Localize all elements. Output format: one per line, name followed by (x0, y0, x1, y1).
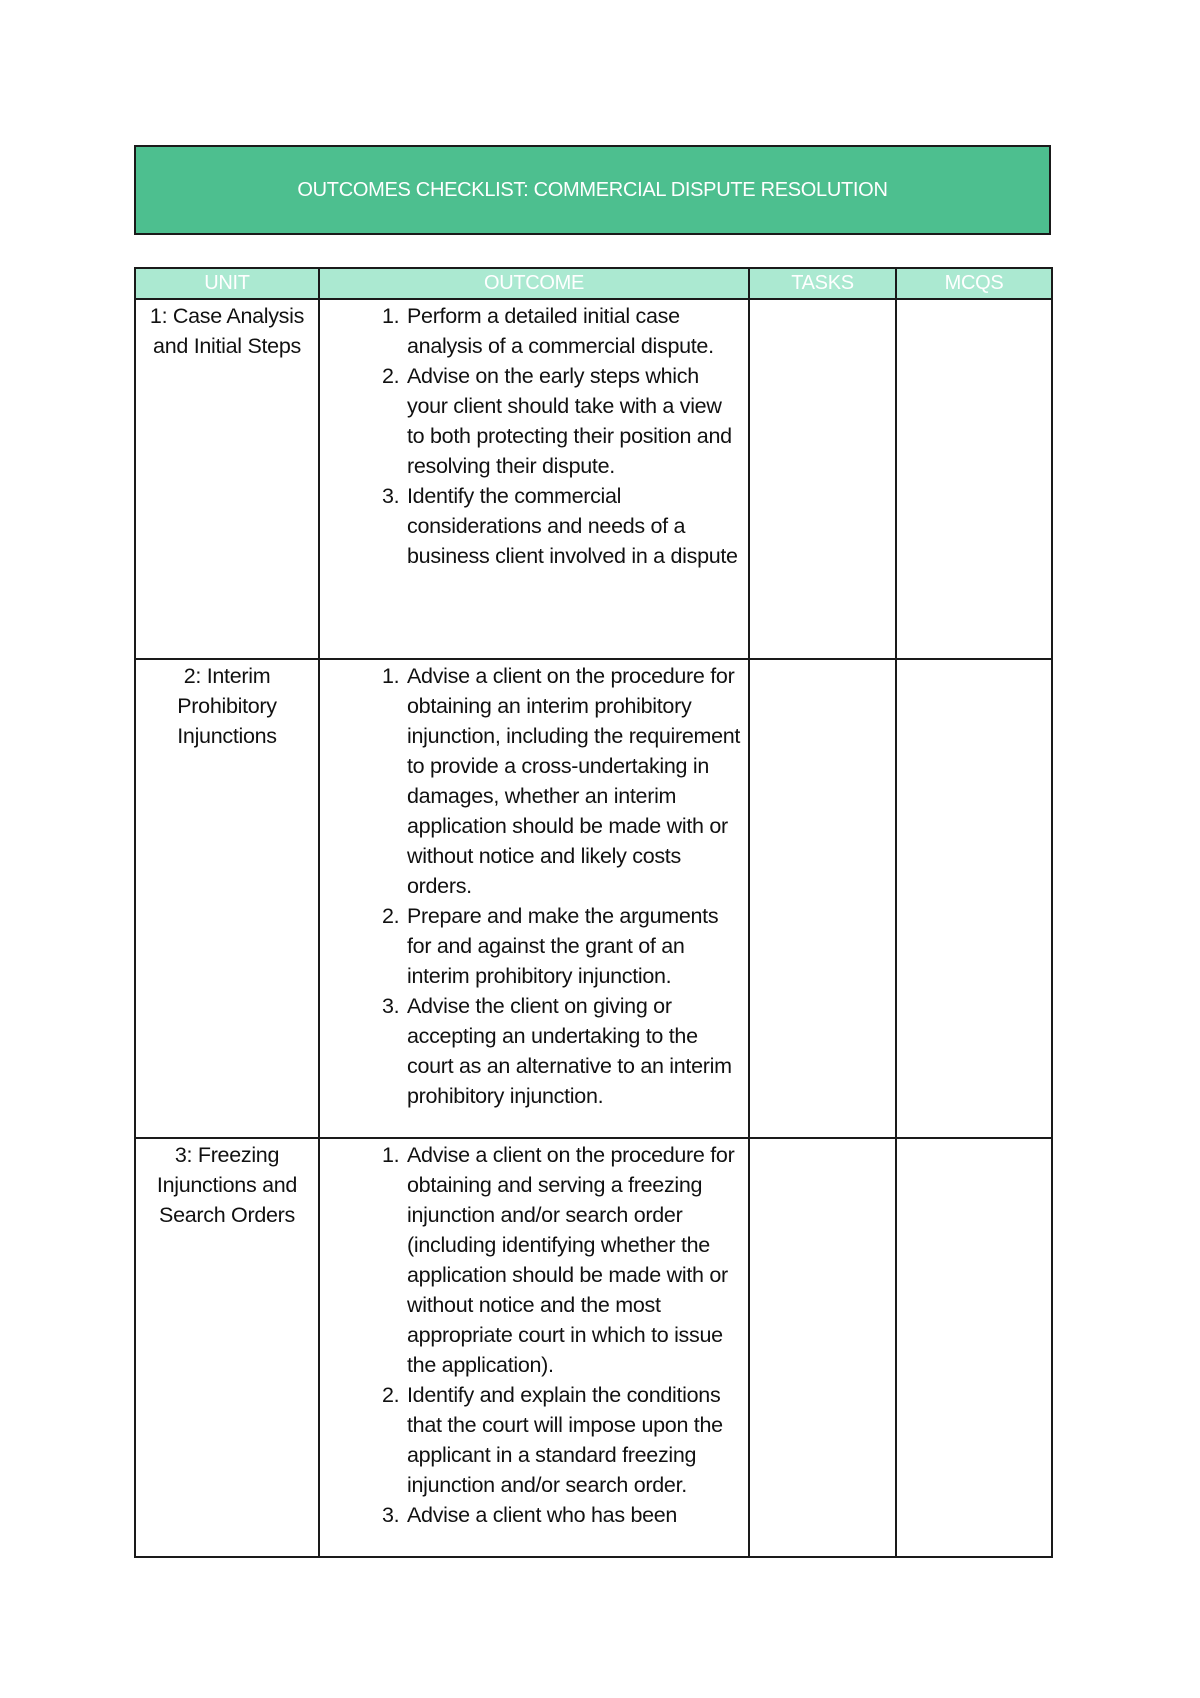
outcome-list (320, 661, 742, 1111)
table-row (135, 1138, 1052, 1557)
outcome-list (320, 1140, 742, 1530)
unit-cell: 2: Interim Prohibitory Injunctions (135, 659, 319, 1138)
outcome-cell (319, 299, 749, 659)
title-banner (134, 145, 1051, 235)
tasks-cell (749, 1138, 896, 1557)
outcome-cell (319, 659, 749, 1138)
outcomes-table (134, 267, 1053, 1558)
header-tasks: TASKS (749, 268, 896, 299)
mcqs-cell (896, 1138, 1052, 1557)
mcqs-cell (896, 299, 1052, 659)
mcqs-cell (896, 659, 1052, 1138)
outcome-cell (319, 1138, 749, 1557)
outcome-item: 1. Advise a client on the procedure for obtaining and serving a freezing injunction and/or search order (including identifying whether the application should be made with or without notice and the most appropriate court in which to issue the application). (405, 1140, 742, 1380)
table-row (135, 659, 1052, 1138)
outcome-item: 3. Identify the commercial considerations and needs of a business client involved in a dispute (405, 481, 742, 571)
outcome-item: 2. Identify and explain the conditions that the court will impose upon the applicant in a standard freezing injunction and/or search order. (405, 1380, 742, 1500)
outcome-item: 2. Prepare and make the arguments for and against the grant of an interim prohibitory injunction. (405, 901, 742, 991)
document-title: OUTCOMES CHECKLIST: COMMERCIAL DISPUTE RESOLUTION (297, 178, 888, 201)
tasks-cell (749, 659, 896, 1138)
outcome-item: 3. Advise the client on giving or accepting an undertaking to the court as an alternative to an interim prohibitory injunction. (405, 991, 742, 1111)
header-outcome: OUTCOME (319, 268, 749, 299)
unit-cell: 3: Freezing Injunctions and Search Orders (135, 1138, 319, 1557)
table-header-row (135, 268, 1052, 299)
header-mcqs: MCQS (896, 268, 1052, 299)
table-row (135, 299, 1052, 659)
outcome-item: 3. Advise a client who has been (405, 1500, 742, 1530)
outcome-item: 1. Advise a client on the procedure for obtaining an interim prohibitory injunction, including the requirement to provide a cross-undertaking in damages, whether an interim application should be made with or without notice and likely costs orders. (405, 661, 742, 901)
outcome-item: 1. Perform a detailed initial case analysis of a commercial dispute. (405, 301, 742, 361)
tasks-cell (749, 299, 896, 659)
outcome-list (320, 301, 742, 571)
header-unit: UNIT (135, 268, 319, 299)
outcome-item: 2. Advise on the early steps which your client should take with a view to both protecting their position and resolving their dispute. (405, 361, 742, 481)
unit-cell: 1: Case Analysis and Initial Steps (135, 299, 319, 659)
